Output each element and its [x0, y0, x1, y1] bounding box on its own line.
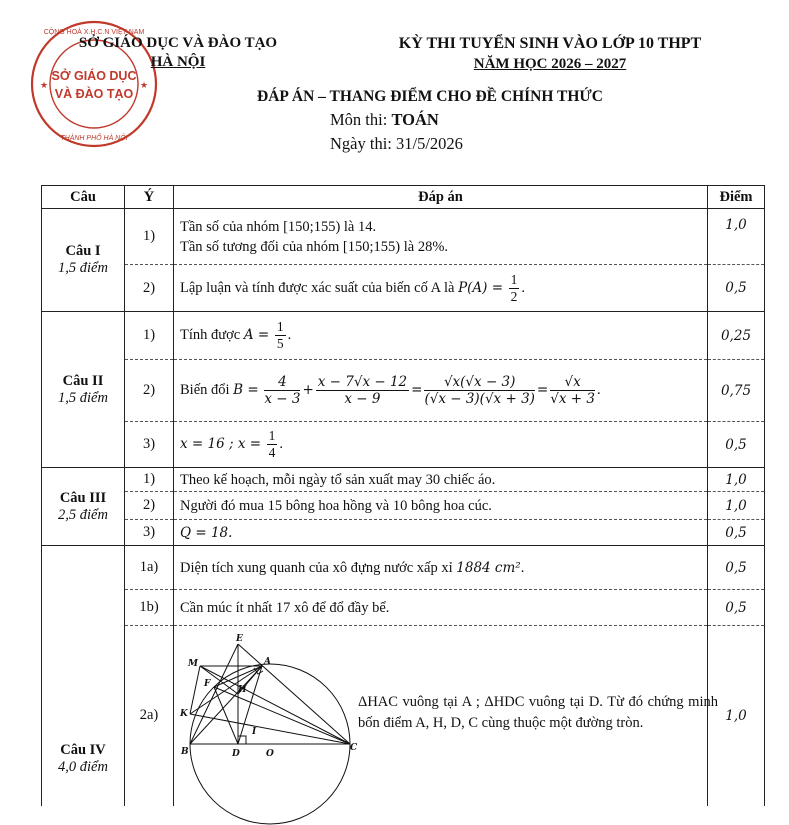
- point-label-h: H: [238, 684, 247, 695]
- points-cell: 0,5: [708, 265, 765, 312]
- fraction: [264, 374, 300, 407]
- table-row: [42, 265, 765, 312]
- math-expr: x = 16 ; x =: [180, 435, 262, 452]
- item-label: 2): [125, 360, 174, 422]
- item-label: 3): [125, 520, 174, 546]
- answer-cell: Tính được A = $\frac{1}{5}$ .: [174, 312, 708, 360]
- item-label: 1): [125, 209, 174, 265]
- answer-text: Cần múc ít nhất 17 xô để đổ đầy bể.: [174, 590, 708, 626]
- department-name: SỞ GIÁO DỤC VÀ ĐÀO TẠO: [78, 35, 278, 51]
- points-cell: 0,75: [708, 360, 765, 422]
- item-label: 2a): [125, 626, 174, 806]
- table-row: [42, 209, 765, 265]
- math-expr: 1884 cm²: [456, 559, 521, 576]
- table-row: [42, 492, 765, 520]
- answer-text: ΔHAC vuông tại A ; ΔHDC vuông tại D. Từ đó chứng minh bốn điểm A, H, D, C cùng thuộc một đường tròn.: [358, 693, 718, 731]
- department-city: HÀ NỘI: [150, 54, 206, 70]
- fraction: [316, 374, 409, 407]
- table-row: [42, 360, 765, 422]
- fraction-denominator: 4: [268, 445, 276, 460]
- points-cell: 0,5: [708, 422, 765, 468]
- exam-name: KỲ THI TUYỂN SINH VÀO LỚP 10 THPT: [398, 35, 702, 52]
- table-row: [42, 626, 765, 806]
- point-label-o: O: [266, 748, 274, 759]
- fraction-numerator: √x(√x − 3): [424, 374, 534, 391]
- stamp-star-icon: ★: [140, 80, 149, 90]
- points-cell: 1,0: [708, 492, 765, 520]
- fraction-numerator: x − 7√x − 12: [317, 374, 408, 390]
- fraction: [424, 374, 534, 407]
- math-expr: B =: [233, 381, 259, 398]
- answer-cell: [174, 626, 718, 806]
- answer-text: Biến đổi: [180, 381, 230, 398]
- question-label: Câu IV: [60, 741, 106, 758]
- table-row: [42, 312, 765, 360]
- table-row: [42, 520, 765, 546]
- exam-date: Ngày thi: 31/5/2026: [330, 134, 463, 153]
- fraction-numerator: √x: [550, 374, 595, 391]
- answer-text: Theo kế hoạch, mỗi ngày tổ sản xuất may 30 chiếc áo.: [174, 468, 708, 492]
- answer-cell: Diện tích xung quanh của xô đựng nước xấp xỉ 1884 cm².: [174, 546, 708, 590]
- points-cell: 1,0: [708, 626, 765, 806]
- point-label-b: B: [181, 746, 189, 757]
- stamp-star-icon: ★: [40, 80, 49, 90]
- stamp-ring-bottom: THÀNH PHỐ HÀ NỘI: [60, 135, 128, 142]
- points-cell: 1,0: [708, 468, 765, 492]
- answer-text: Tính được: [180, 326, 241, 343]
- exam-subject: [330, 110, 439, 130]
- points-cell: 0,5: [708, 546, 765, 590]
- question-points: 1,5 điểm: [58, 389, 108, 406]
- question-label: Câu I: [65, 243, 101, 259]
- col-header-points: Điểm: [708, 186, 765, 209]
- col-header-answer: Đáp án: [174, 186, 708, 209]
- answer-cell: [174, 209, 708, 265]
- fraction-numerator: 4: [264, 374, 300, 391]
- item-label: 1b): [125, 590, 174, 626]
- fraction-denominator: 5: [276, 336, 284, 351]
- stamp-line2: VÀ ĐÀO TẠO: [54, 87, 134, 101]
- point-label-d: D: [232, 748, 240, 759]
- stamp-line1: SỞ GIÁO DỤC: [51, 69, 137, 83]
- fraction-numerator: 1: [268, 428, 276, 443]
- fraction: [275, 319, 286, 352]
- points-cell: 1,0: [708, 209, 765, 265]
- table-row: [42, 546, 765, 590]
- table-row: [42, 422, 765, 468]
- point-label-c: C: [350, 742, 358, 753]
- math-expr: P(A) =: [458, 279, 504, 296]
- answer-cell: Lập luận và tính được xác suất của biến cố A là P(A) = $\frac{1}{2}$ .: [174, 265, 708, 312]
- subject-label: Môn thi:: [330, 110, 388, 129]
- answer-text: Tần số của nhóm [150;155) là 14.: [180, 218, 377, 235]
- answer-table: [41, 185, 765, 806]
- point-label-e: E: [236, 633, 243, 644]
- department-header: [68, 34, 288, 72]
- question-label: Câu II: [62, 372, 104, 389]
- item-label: 1a): [125, 546, 174, 590]
- points-cell: 0,5: [708, 520, 765, 546]
- fraction: [267, 428, 278, 461]
- item-label: 1): [125, 468, 174, 492]
- fraction-denominator: (√x − 3)(√x + 3): [424, 391, 535, 407]
- point-label-a: A: [264, 656, 271, 667]
- table-row: [42, 590, 765, 626]
- subject-name: TOÁN: [391, 110, 439, 129]
- table-row: [42, 468, 765, 492]
- math-expr: Q = 18.: [174, 520, 708, 546]
- answer-text: Diện tích xung quanh của xô đựng nước xấp xỉ: [180, 559, 453, 576]
- points-cell: 0,5: [708, 590, 765, 626]
- fraction: [509, 272, 520, 305]
- point-label-k: K: [180, 708, 188, 719]
- geometry-figure: [178, 632, 356, 804]
- question-cell: [42, 209, 125, 312]
- item-label: 2): [125, 492, 174, 520]
- fraction-denominator: 2: [510, 288, 518, 304]
- fraction-numerator: 1: [510, 271, 518, 287]
- question-cell: [42, 468, 125, 546]
- page-title: ĐÁP ÁN – THANG ĐIỂM CHO ĐỀ CHÍNH THỨC: [257, 88, 603, 105]
- fraction: [550, 374, 595, 407]
- fraction-numerator: 1: [276, 319, 284, 334]
- math-expr: A =: [243, 326, 270, 343]
- school-year: NĂM HỌC 2026 – 2027: [473, 56, 627, 72]
- point-label-i: I: [252, 726, 257, 737]
- answer-text: Tần số tương đối của nhóm [150;155) là 28%.: [180, 238, 449, 255]
- answer-cell: Biến đổi B = $\frac{4}{x - 3}$ + $\frac{x - 7√x - 12}{x - 9}$ = $\frac{√x(√x - 3)}{(√x - 3)(√x + 3)}$ = $\frac{√x}{√x + 3}$ .: [174, 360, 708, 422]
- item-label: 1): [125, 312, 174, 360]
- fraction-denominator: √x + 3: [550, 391, 595, 407]
- question-points: 2,5 điểm: [58, 506, 108, 523]
- question-label: Câu III: [59, 489, 107, 506]
- answer-text: Người đó mua 15 bông hoa hồng và 10 bông hoa cúc.: [174, 492, 708, 520]
- fraction-denominator: x − 9: [344, 391, 381, 407]
- points-cell: 0,25: [708, 312, 765, 360]
- question-points: 1,5 điểm: [58, 260, 108, 276]
- stamp-ring-top: CỘNG HOÀ X.H.C.N VIỆT NAM: [43, 29, 145, 36]
- item-label: 3): [125, 422, 174, 468]
- question-cell: [42, 312, 125, 468]
- point-label-f: F: [204, 678, 211, 689]
- col-header-cau: Câu: [42, 186, 125, 209]
- question-cell: [42, 546, 125, 806]
- item-label: 2): [125, 265, 174, 312]
- point-label-m: M: [188, 658, 198, 669]
- fraction-denominator: x − 3: [264, 391, 301, 407]
- answer-text: Lập luận và tính được xác suất của biến cố A là: [180, 279, 455, 296]
- col-header-y: Ý: [125, 186, 174, 209]
- exam-header: [325, 34, 775, 74]
- answer-cell: x = 16 ; x = $\frac{1}{4}$ .: [174, 422, 708, 468]
- question-points: 4,0 điểm: [58, 758, 108, 775]
